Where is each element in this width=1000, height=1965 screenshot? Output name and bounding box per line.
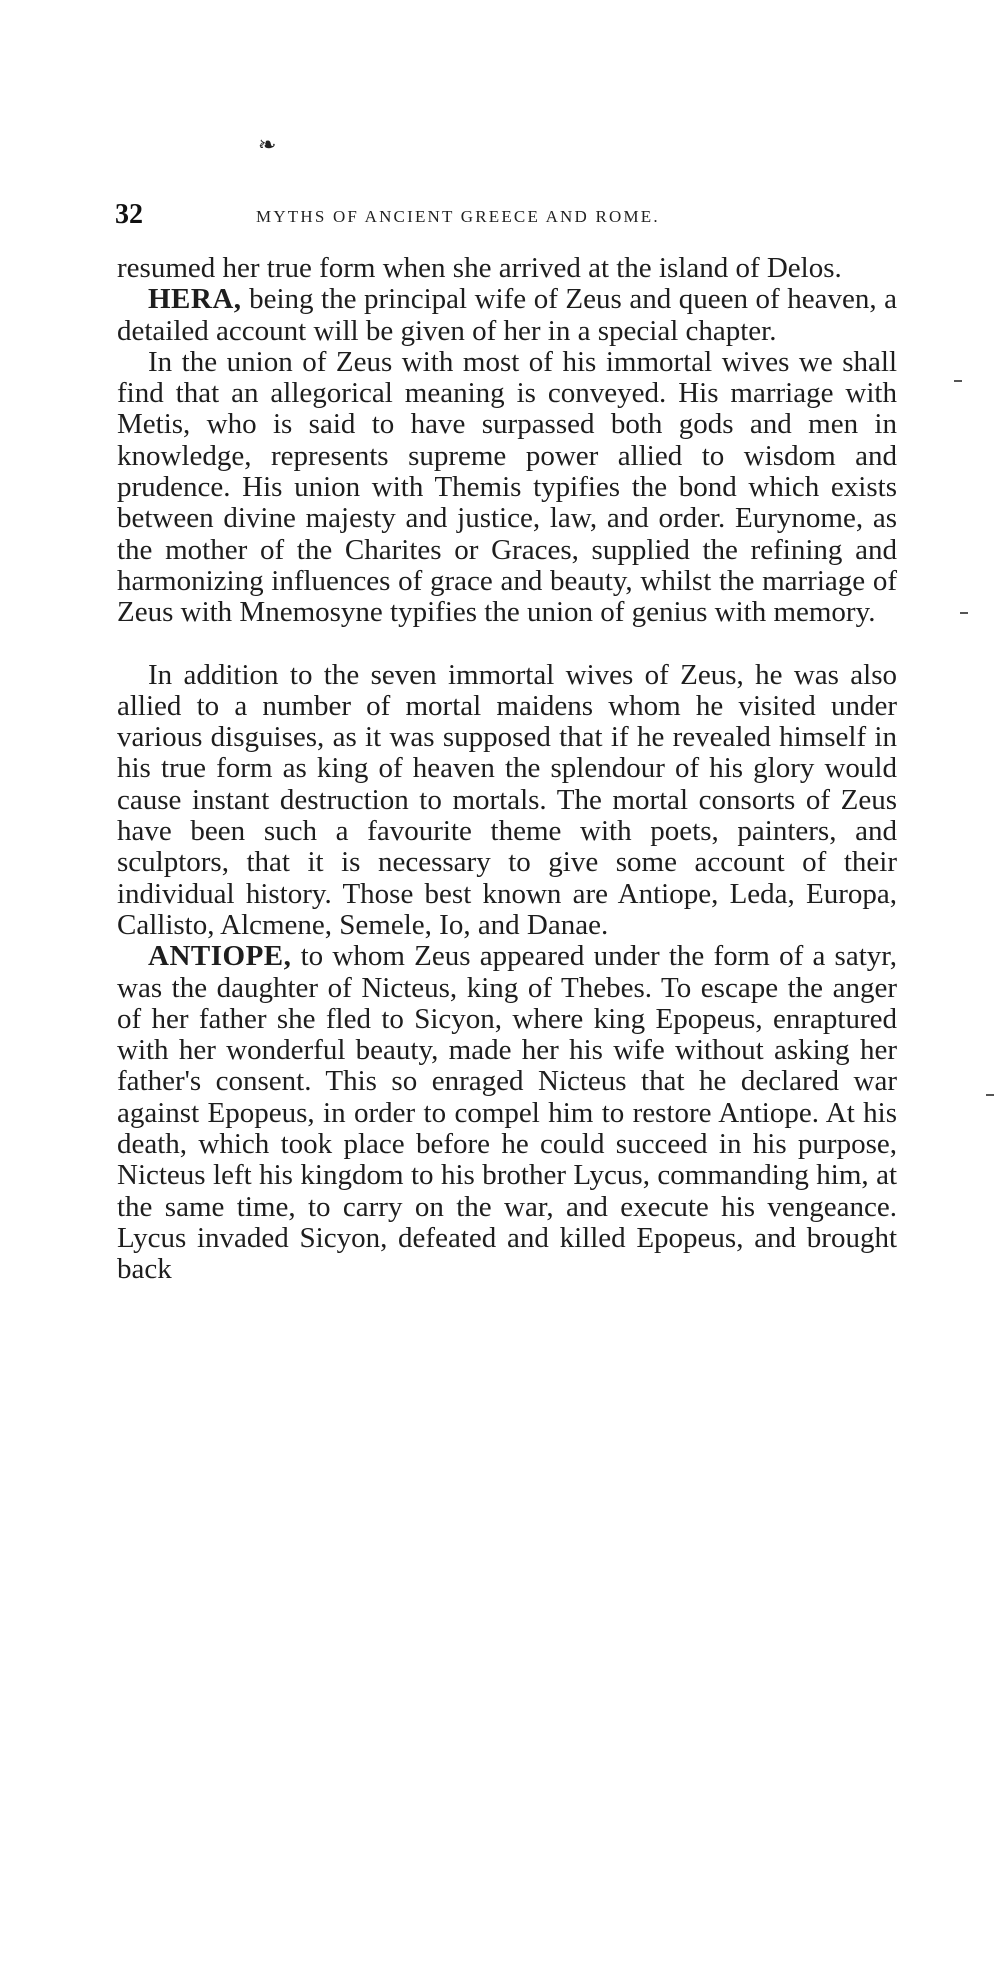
running-head bbox=[115, 198, 900, 232]
paragraph-text: being the principal wife of Zeus and queen of heaven, a detailed account will be given of her in a special chapter. bbox=[117, 283, 897, 347]
paragraph-antiope bbox=[117, 941, 897, 1285]
margin-mark bbox=[986, 1094, 994, 1096]
paragraph-allegory bbox=[117, 347, 897, 629]
paragraph-lead-antiope: ANTIOPE, bbox=[148, 940, 292, 973]
page-number: 32 bbox=[115, 199, 143, 230]
paragraph-text: to whom Zeus appeared under the form of a satyr, was the daughter of Nicteus, king of Thebes. To escape the anger of her father she fled to Sicyon, where king Epopeus, enraptured with her wonderful beauty, made her his wife without asking her father's consent. This so enraged Nicteus that he declared war against Epopeus, in order to compel him to restore Antiope. At his death, which took place before he could succeed in his purpose, Nicteus left his kingdom to his brother Lycus, commanding him, at the same time, to carry on the war, and execute his vengeance. Lycus invaded Sicyon, defeated and killed Epopeus, and brought back bbox=[117, 940, 897, 1286]
body-text bbox=[117, 253, 897, 1286]
paragraph-mortal-consorts bbox=[117, 660, 897, 942]
margin-mark bbox=[954, 380, 962, 382]
paragraph-text: resumed her true form when she arrived at the island of Delos. bbox=[117, 252, 842, 284]
paragraph-lead-hera: HERA, bbox=[148, 283, 242, 316]
running-title: MYTHS OF ANCIENT GREECE AND ROME. bbox=[256, 207, 660, 226]
printer-ornament-icon: ❧ bbox=[258, 132, 277, 157]
paragraph-delos bbox=[117, 253, 897, 284]
paragraph-text: In the union of Zeus with most of his immortal wives we shall find that an allegorical meaning is conveyed. His marriage with Metis, who is said to have surpassed both gods and men in knowledge, represents supreme power allied to wisdom and prudence. His union with Themis typifies the bond which exists between divine majesty and justice, law, and order. Eurynome, as the mother of the Charites or Graces, supplied the refining and harmonizing influences of grace and beauty, whilst the marriage of Zeus with Mnemosyne typifies the union of genius with memory. bbox=[117, 345, 897, 629]
paragraph-hera bbox=[117, 284, 897, 347]
margin-mark bbox=[960, 612, 968, 614]
paragraph-text: In addition to the seven immortal wives of Zeus, he was also allied to a number of mortal maidens whom he visited under various disguises, as it was supposed that if he revealed himself in his true form as king of heaven the splendour of his glory would cause instant destruction to mortals. The mortal consorts of Zeus have been such a favourite theme with poets, painters, and sculptors, that it is necessary to give some account of their individual history. Those best known are Antiope, Leda, Europa, Callisto, Alcmene, Semele, Io, and Danae. bbox=[117, 658, 897, 941]
